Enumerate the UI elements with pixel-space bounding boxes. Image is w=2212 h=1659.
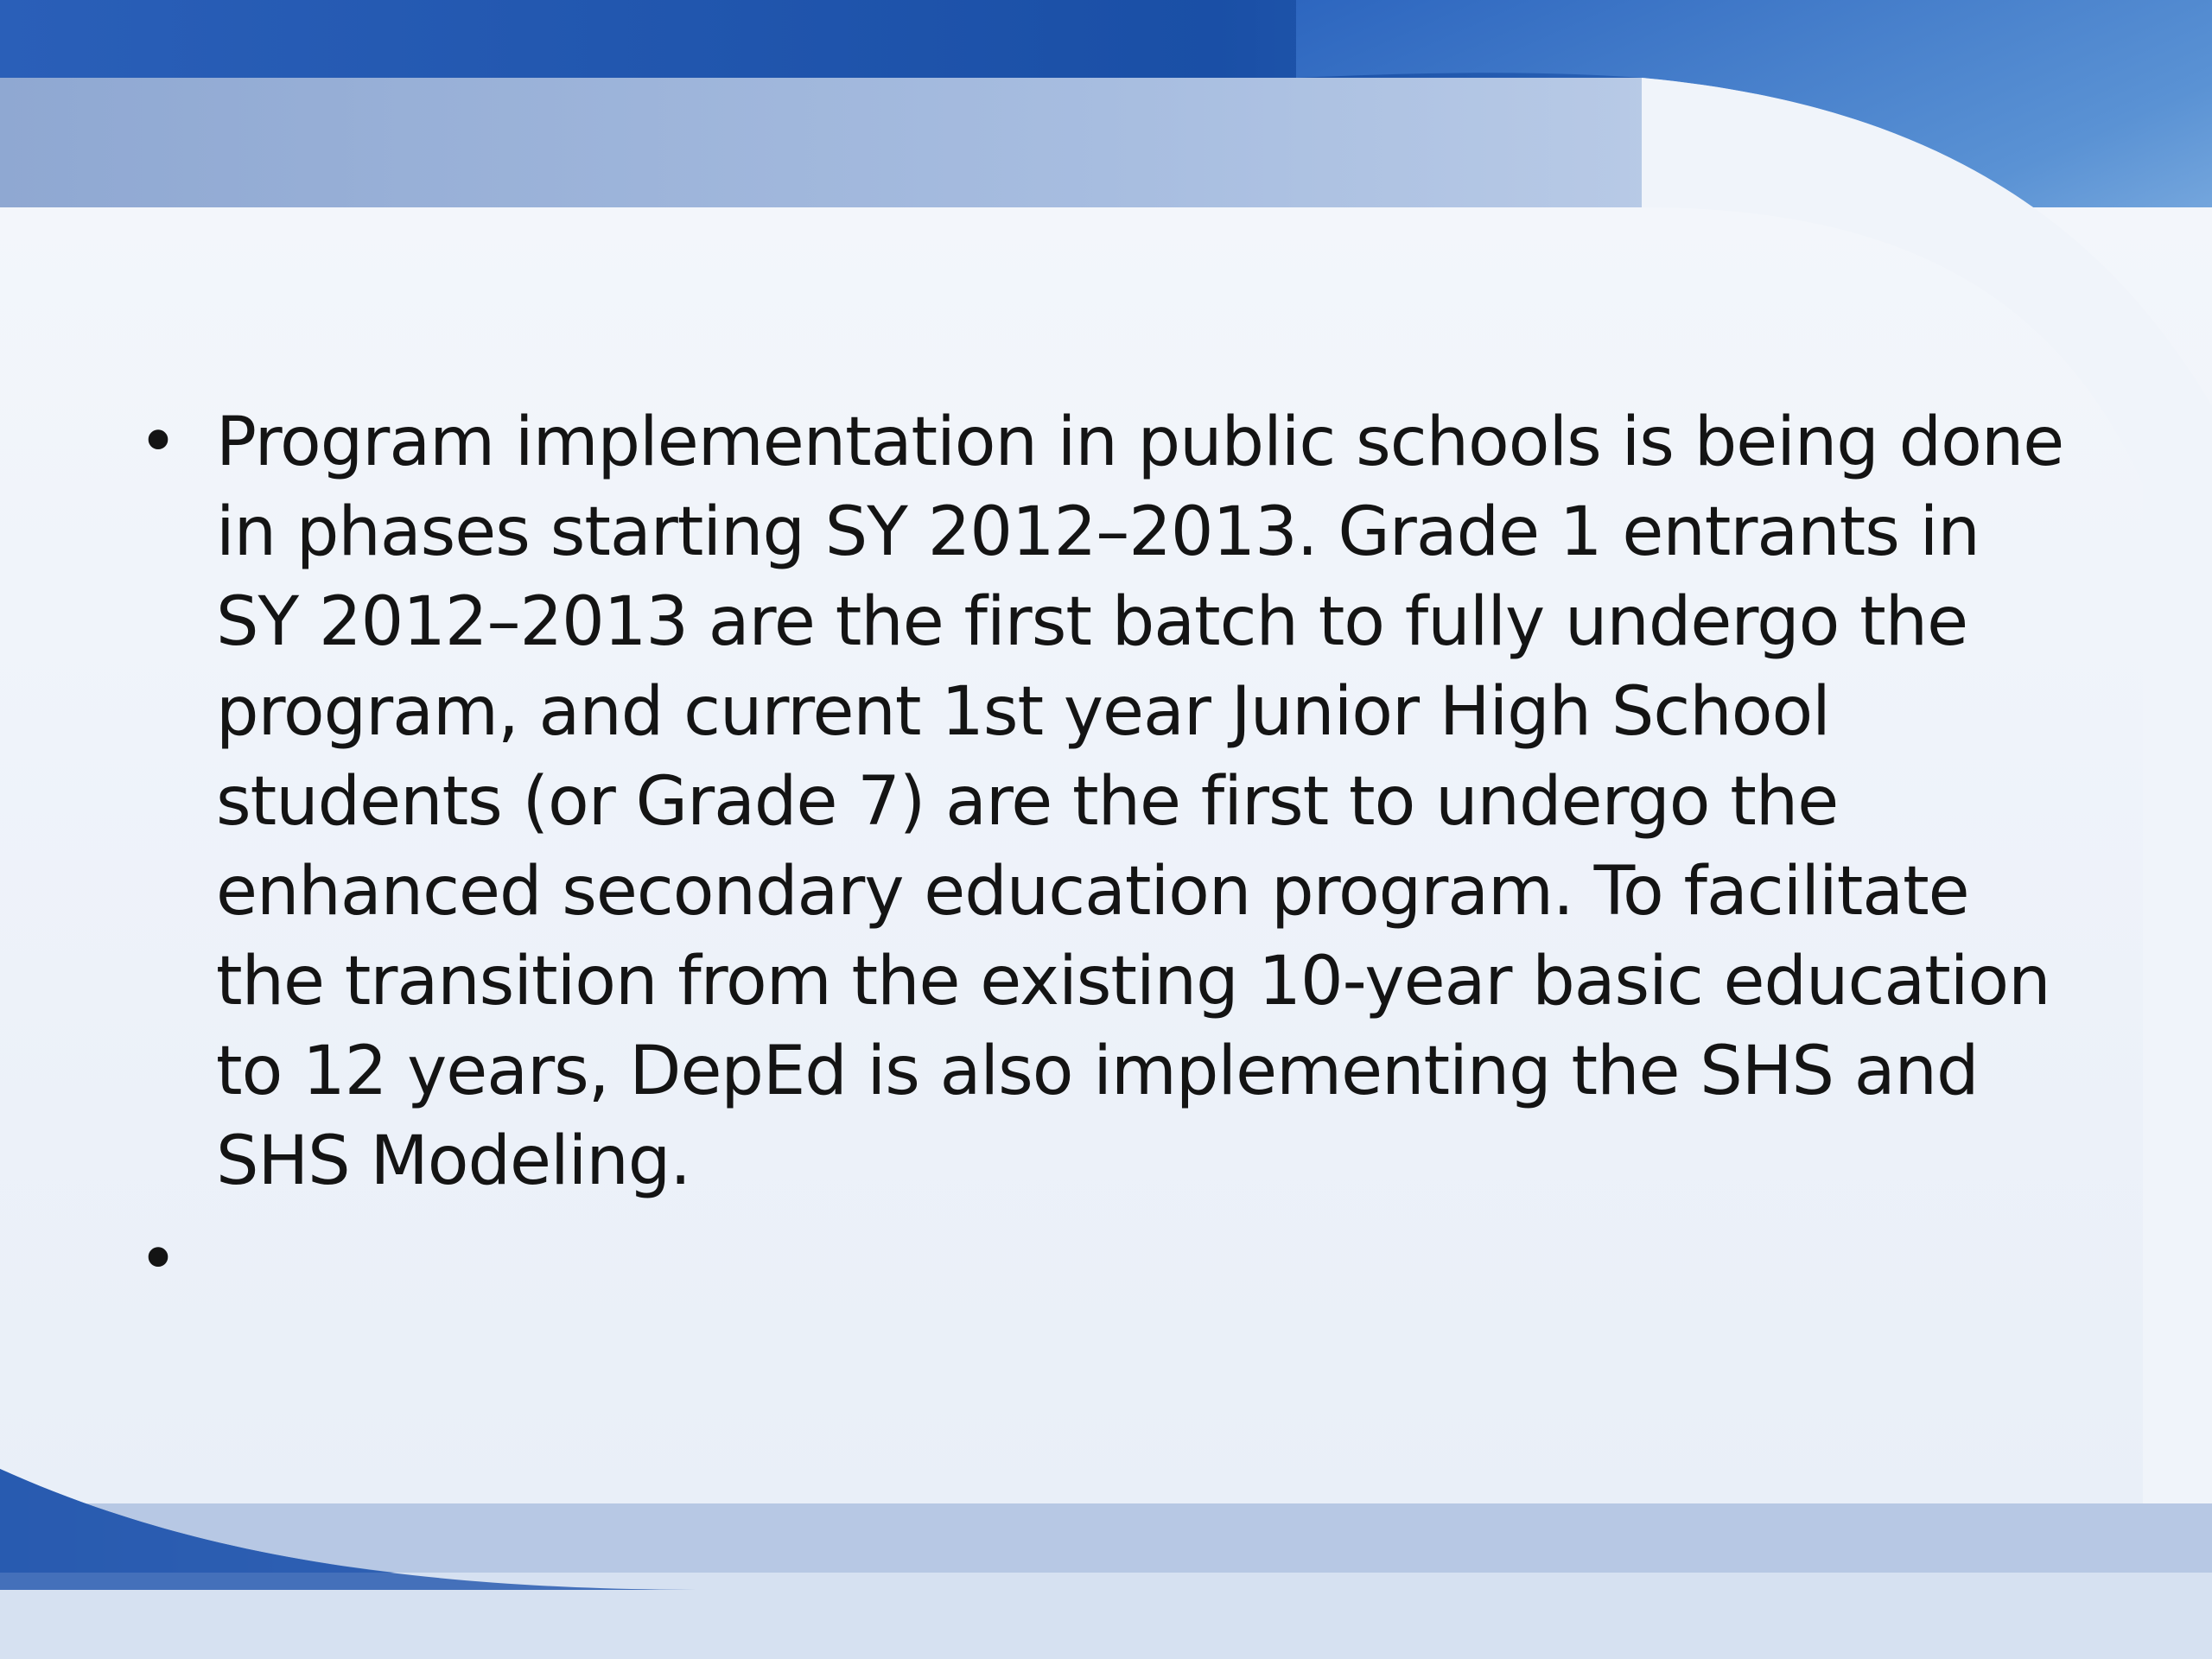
- bullet-marker: •: [138, 1221, 178, 1299]
- bullet-item: [130, 397, 2074, 1206]
- bullet-text: Program implementation in public schools is being done in phases starting SY 2012–2013. Grade 1 entrants in SY 2012–2013 are the first batch to fully undergo the program, and current 1st year Junior High School students (or Grade 7) are the first to undergo the enhanced secondary education program. To facilitate the transition from the existing 10-year basic education to 12 years, DepEd is also implementing the SHS and SHS Modeling.: [216, 404, 2064, 1200]
- bullet-marker: •: [138, 404, 178, 481]
- bullet-list: [130, 397, 2074, 1305]
- bullet-text: [216, 1215, 2074, 1305]
- bullet-item-empty: [130, 1215, 2074, 1305]
